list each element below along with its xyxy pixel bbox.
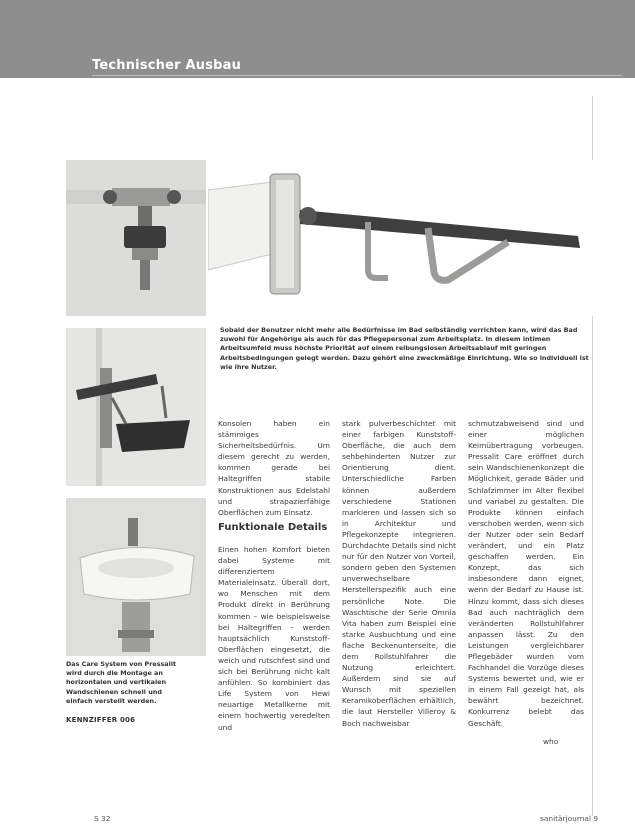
washbasin-illustration xyxy=(66,498,206,656)
photo-washbasin xyxy=(66,498,206,656)
photo-wall-bracket xyxy=(66,160,206,316)
photo-grab-bar xyxy=(208,160,598,316)
section-title: Technischer Ausbau xyxy=(92,58,242,73)
magazine-name: sanitärjournal 9 xyxy=(540,814,599,823)
photo-shower-seat xyxy=(66,328,206,486)
header-rule xyxy=(92,75,622,76)
wall-bracket-illustration xyxy=(66,160,206,316)
body-column-2: stark pulverbeschichtet mit einer farbigen Kunststoff-Oberfläche, die auch dem sehbehinderten Nutzer zur Orientierung dient. Unterschiedliche Farben können außerdem verschiedene Stationen markieren und lassen sich so in Architektur und Pflegekonzepte integrieren. Durchdachte Details sind nicht nur für den Nutzer von Vorteil, sondern geben den Systemen unverwechselbare Herstellerspezifik auch eine persönliche Note. Die Waschtische der Serie Omnia Vita haben zum Beispiel eine starke Ausbuchtung und eine flache Beckenunterseite, die dem Rollstuhlfahrer die Nutzung erleichtert. Außerdem sind sie auf Wunsch mit speziellen Keramikoberflächen erhältlich, die laut Hersteller Villeroy & Boch nachweisbar xyxy=(342,419,456,728)
body-column-3: schmutzabweisend sind und einer möglichen Keimübertragung vorbeugen. Pressalit Care eröffnet durch sein Wandschienenkonzept die Möglichkeit, gerade Bäder und Schlafzimmer im Alter flexibel und variabel zu gestalten. Die Produkte können einfach verschoben werden, wenn sich der Nutzer oder sein Bedarf verändert, und ein Platz geschaffen werden. Ein Konzept, das sich insbesondere dann eignet, wenn der Bedarf zu Hause ist. Hinzu kommt, dass sich dieses Bad auch nachträglich dem veränderten Rollstuhlfahrer anpassen lässt. Zu den Leistungen vergleichbarer Pflegebäder wurden vom Fachhandel die Vorzüge dieses Systems bewertet und, wie er in einem Fall gezeigt hat, als bewährt bezeichnet. Konkurrenz belebt das Geschäft. xyxy=(468,419,584,728)
grab-bar-illustration xyxy=(208,160,598,316)
body-column-1: Einen hohen Komfort bieten dabei Systeme mit differenziertem Materialeinsatz. Überall dort, wo Menschen mit dem Produkt direkt in Berührung kommen – wie beispielsweise bei Haltegriffen – werden hauptsächlich Kunststoff-Oberflächen eingesetzt, die weich und rutschfest sind und sich bei Berührung nicht kalt anfühlen. So kombiniert das Life System von Hewi neuartige Metallkerne mit einem hochwertig veredelten und xyxy=(218,545,330,732)
shower-seat-illustration xyxy=(66,328,206,486)
reference-code: KENNZIFFER 006 xyxy=(66,716,136,724)
side-photo-caption: Das Care System von Pressalit wird durch die Montage an horizontalen und vertikalen Wandschienen schnell und einfach verstellt werden. xyxy=(66,660,177,705)
page-number: S 32 xyxy=(94,814,111,823)
body-column-1-intro: Konsolen haben ein stämmiges Sicherheitsbedürfnis. Um diesem gerecht zu werden, kommen gerade bei Haltegriffen stabile Konstruktionen aus Edelstahl und strapazierfähige Oberflächen zum Einsatz. xyxy=(218,419,330,517)
subheading: Funktionale Details xyxy=(218,522,328,533)
main-photo-caption: Sobald der Benutzer nicht mehr alle Bedürfnisse im Bad selbständig verrichten kann, wird das Bad zuwohl für Angehörige als auch für das Pflegepersonal zum Arbeitsplatz. In diesem intimen Arbeitsumfeld muss höchste Priorität auf einem reibungslosen Arbeitsablauf mit geringen Arbeitsbedingungen gelegt werden. Dazu gehört eine zweckmäßige Einrichtung. Wie so individuell ist wie ihre Nutzer. xyxy=(220,326,589,371)
continuation-mark: who xyxy=(543,737,559,746)
